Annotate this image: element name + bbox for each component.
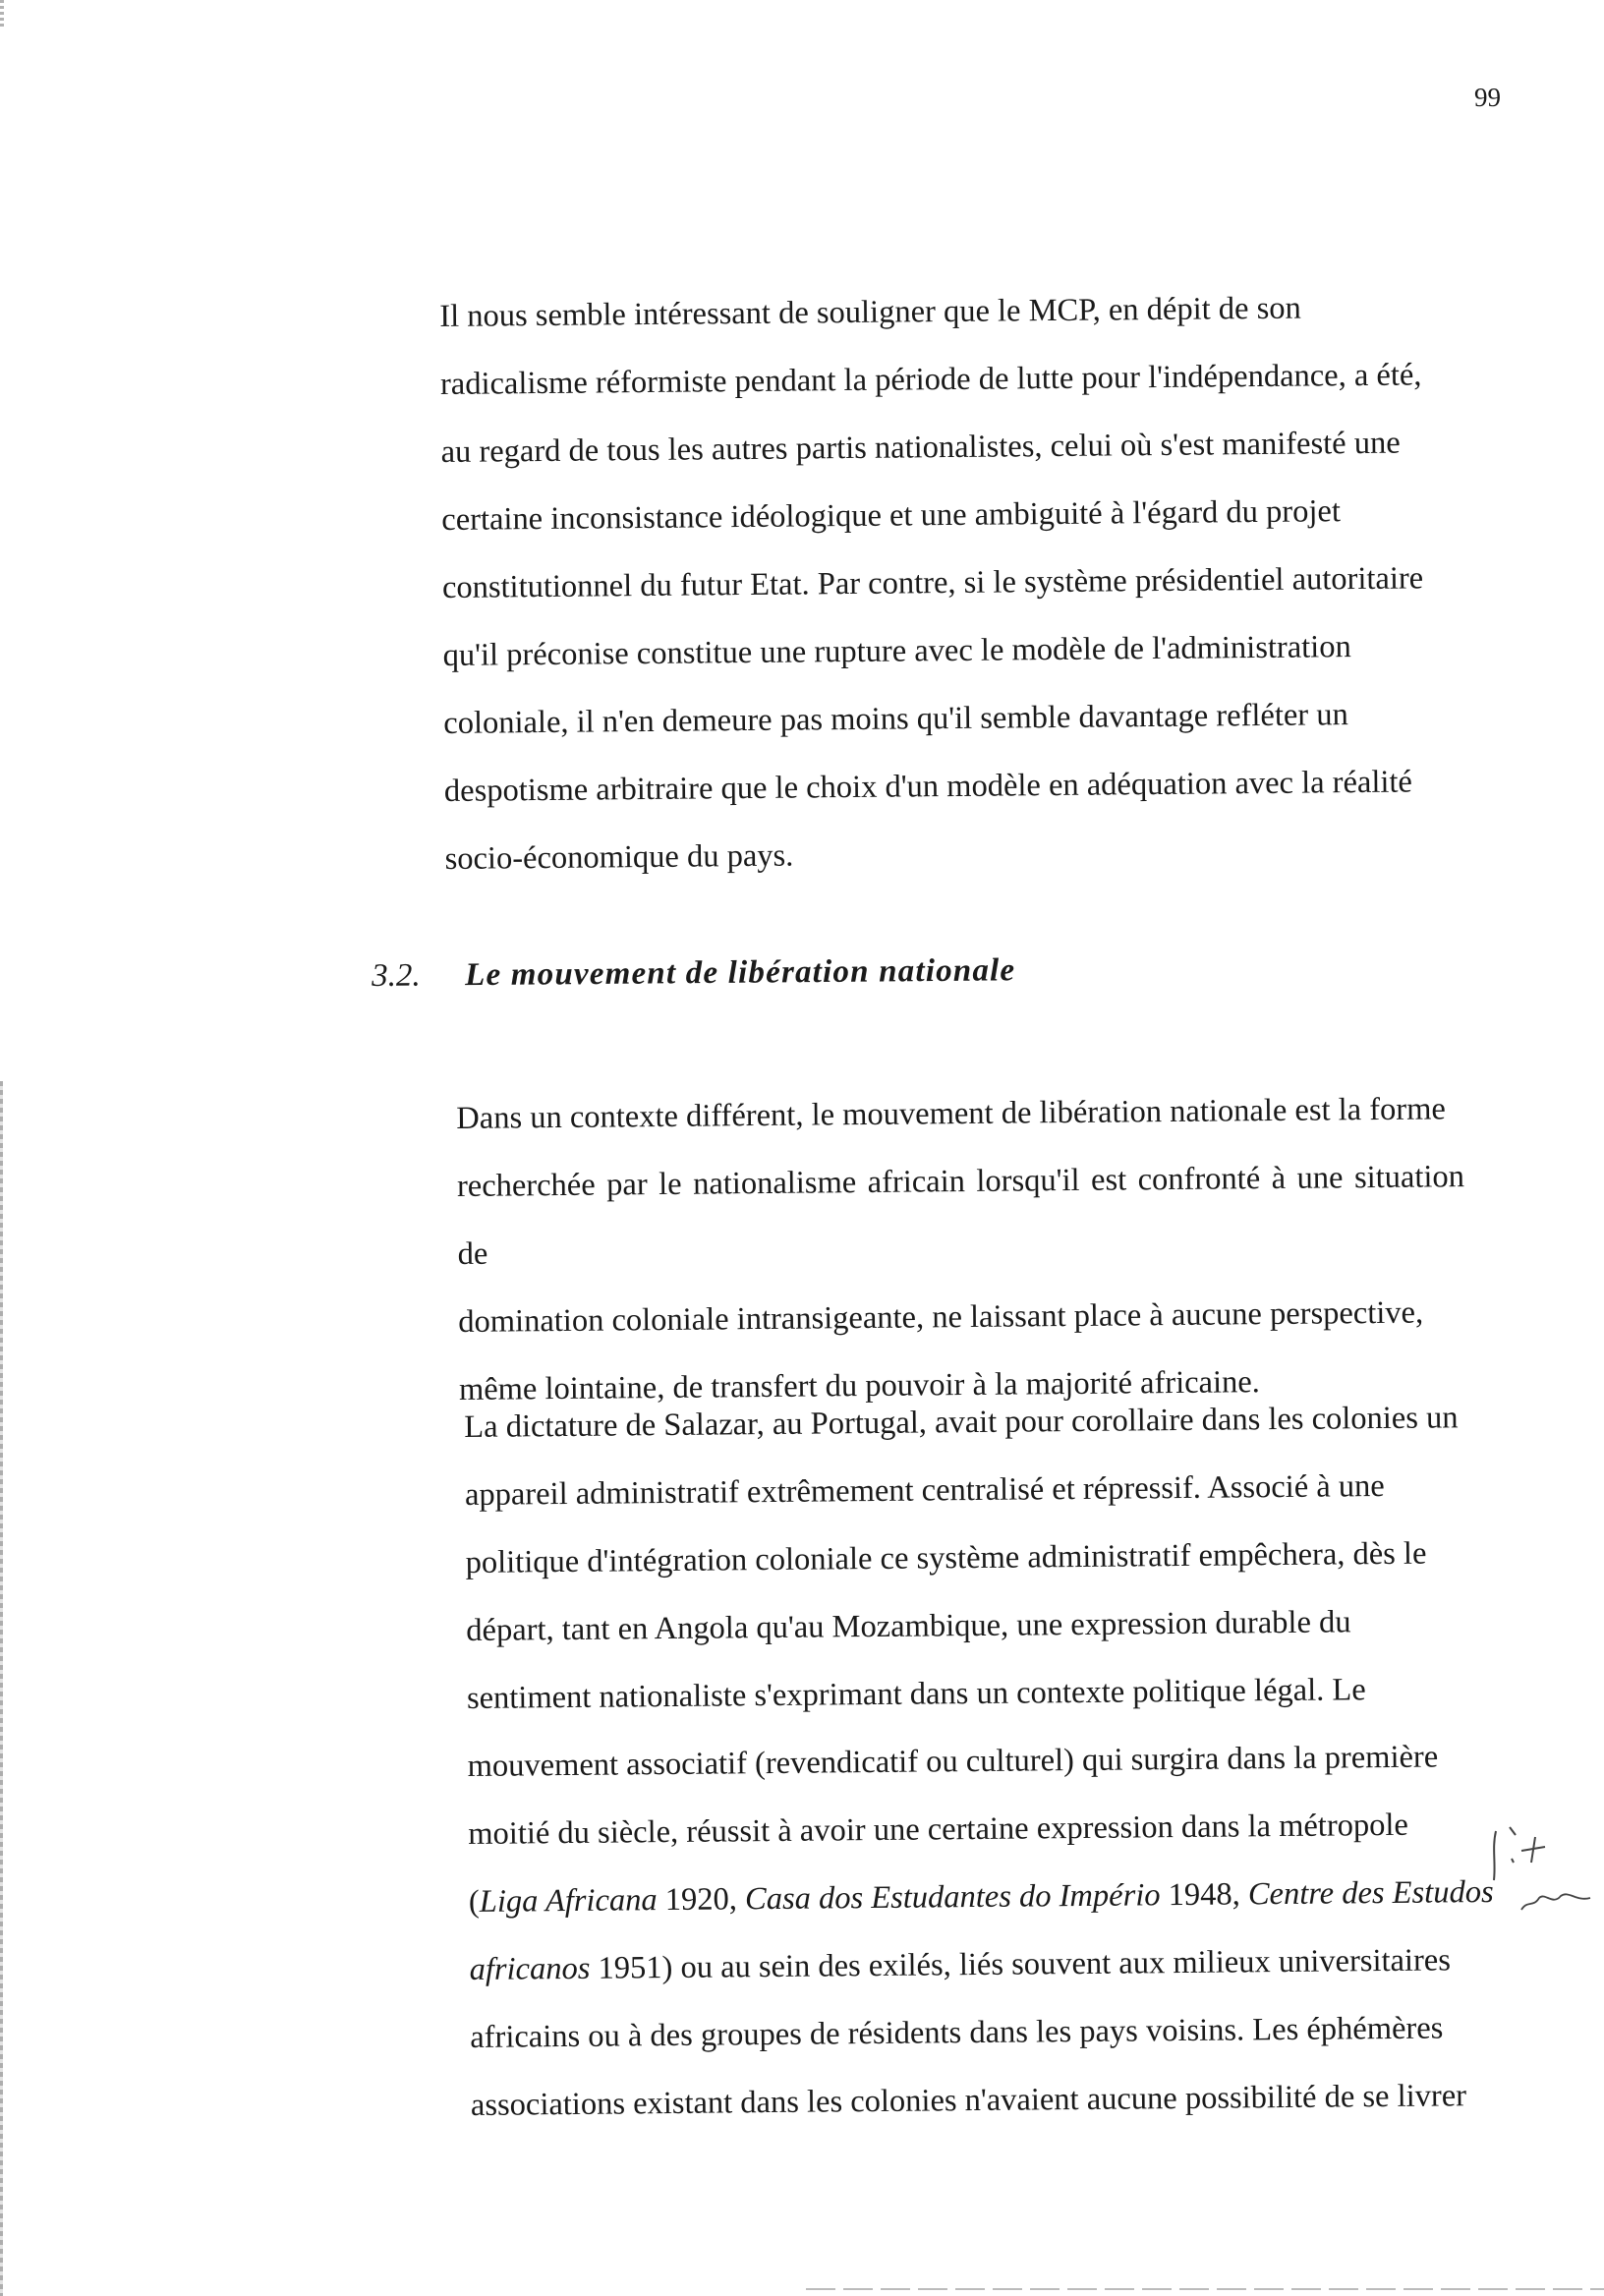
paragraph-line: associations existant dans les colonies n'avaient aucune possibilité de se livrer [470, 2078, 1467, 2123]
scan-edge-left [0, 1081, 3, 2296]
paragraph-salazar [464, 1384, 1498, 2140]
liga-year: 1920, [657, 1881, 746, 1919]
paragraph-line: départ, tant en Angola qu'au Mozambique, une expression durable du [466, 1604, 1351, 1648]
paragraph-line: moitié du siècle, réussit à avoir une certaine expression dans la métropole [468, 1807, 1409, 1852]
pencil-annotation-icon [1482, 1823, 1600, 1931]
paragraph-line: radicalisme réformiste pendant la période de lutte pour l'indépendance, a été, [439, 357, 1422, 402]
scan-edge-top [0, 0, 4, 29]
paragraph-line: La dictature de Salazar, au Portugal, avait pour corollaire dans les colonies un [464, 1400, 1459, 1445]
paragraph-line: constitutionnel du futur Etat. Par contre, si le système présidentiel autoritaire [441, 560, 1424, 605]
centre-des-estudos: Centre des Estudos [1247, 1873, 1494, 1913]
paragraph-line: coloniale, il n'en demeure pas moins qu'il semble davantage refléter un [443, 697, 1348, 741]
paragraph-line: qu'il préconise constitue une rupture avec le modèle de l'administration [442, 629, 1351, 673]
liga-africana: Liga Africana [479, 1882, 658, 1920]
paragraph-line: certaine inconsistance idéologique et une ambiguité à l'égard du projet [441, 493, 1342, 538]
paragraph-line: Il nous semble intéressant de souligner que le MCP, en dépit de son [439, 290, 1301, 334]
section-title: Le mouvement de libération nationale [464, 952, 1016, 994]
paragraph-line: appareil administratif extrêmement centralisé et répressif. Associé à une [464, 1468, 1385, 1513]
exiles-text: 1951) ou au sein des exilés, liés souvent aux milieux universitaires [590, 1942, 1452, 1986]
paragraph-mcp [439, 273, 1453, 893]
paragraph-line: africains ou à des groupes de résidents dans les pays voisins. Les éphémères [470, 2010, 1444, 2055]
paragraph-line: domination coloniale intransigeante, ne laissant place à aucune perspective, [458, 1294, 1424, 1340]
paragraph-line-exiles [469, 1926, 1497, 2004]
paragraph-line: au regard de tous les autres partis nationalistes, celui où s'est manifesté une [440, 425, 1401, 470]
scan-edge-bottom [806, 2288, 1604, 2290]
paragraph-line: politique d'intégration coloniale ce système administratif empêchera, dès le [465, 1535, 1427, 1580]
paragraph-line: socio-économique du pays. [444, 837, 794, 877]
open-paren: ( [468, 1883, 480, 1920]
paragraph-line: sentiment nationaliste s'exprimant dans un contexte politique légal. Le [466, 1672, 1366, 1716]
paragraph-line: même lointaine, de transfert du pouvoir à la majorité africaine. [458, 1364, 1261, 1407]
section-number: 3.2. [372, 957, 421, 994]
paragraph-liberation [456, 1075, 1466, 1424]
paragraph-line: recherchée par le nationalisme africain lorsqu'il est confronté à une situation de [456, 1159, 1465, 1272]
casa-year: 1948, [1160, 1876, 1249, 1914]
africanos: africanos [469, 1950, 591, 1987]
paragraph-line-associations [469, 1859, 1497, 1936]
paragraph-line: Dans un contexte différent, le mouvement de libération nationale est la forme [456, 1091, 1447, 1136]
section-heading [372, 952, 1015, 995]
casa-dos-estudantes: Casa dos Estudantes do Império [744, 1877, 1161, 1918]
page-number: 99 [1474, 83, 1501, 112]
paragraph-line: despotisme arbitraire que le choix d'un modèle en adéquation avec la réalité [443, 764, 1413, 809]
paragraph-line: mouvement associatif (revendicatif ou culturel) qui surgira dans la première [467, 1739, 1439, 1784]
